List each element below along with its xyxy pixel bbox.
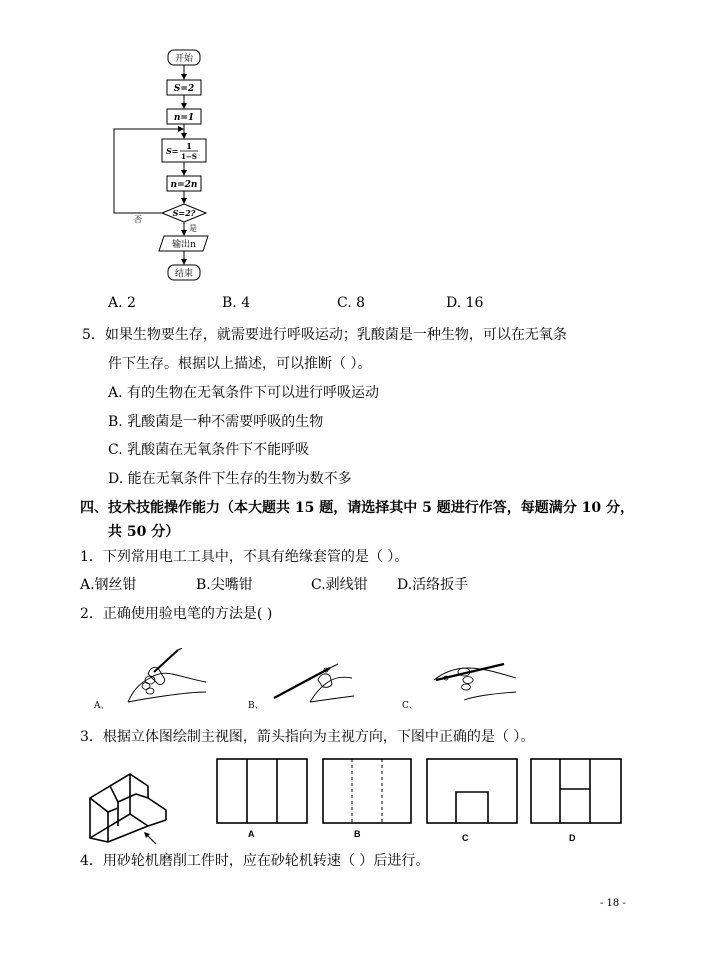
q5-option-a: A. 有的生物在无氧条件下可以进行呼吸运动: [108, 385, 380, 401]
flow-init-n-text: n=1: [173, 113, 195, 123]
q4-option-c: C. 8: [337, 295, 366, 311]
flow-assign-s-num: 1: [186, 141, 192, 151]
flow-assign-s-den: 1−S: [181, 152, 197, 161]
q4-option-a: A. 2: [108, 295, 136, 311]
tester-pen-image-c: [424, 650, 524, 706]
q5-option-b: B. 乳酸菌是一种不需要呼吸的生物: [108, 414, 324, 430]
flow-start-text: 开始: [174, 54, 194, 64]
q4-option-b: B. 4: [222, 295, 251, 311]
tester-pen-image-b: [270, 650, 360, 706]
q4-option-d: D. 16: [446, 295, 484, 311]
tq2-label-a: A、: [94, 701, 110, 711]
page-number: - 18 -: [600, 898, 626, 909]
tq3-stem: 3．根据立体图绘制主视图，箭头指向为主视方向，下图中正确的是（ ）。: [80, 729, 535, 745]
flow-end-text: 结束: [174, 269, 194, 279]
flow-no-label: 否: [134, 215, 142, 224]
tq2-stem: 2．正确使用验电笔的方法是( ): [80, 606, 273, 622]
flow-yes-label: 是: [189, 224, 197, 233]
tq1-option-c: C.剥线钳: [311, 577, 368, 593]
tq2-label-c: C、: [402, 701, 418, 711]
q5-stem-line1: 5．如果生物要生存，就需要进行呼吸运动；乳酸菌是一种生物，可以在无氧条: [82, 327, 567, 343]
front-view-option-a: [216, 758, 308, 824]
front-view-option-b: [322, 758, 412, 824]
q5-stem-line2: 件下生存。根据以上描述，可以推断（ ）。: [108, 356, 372, 372]
view-label-c: C: [462, 833, 469, 843]
flow-decision-text: S=2?: [172, 208, 196, 218]
tq1-stem: 1．下列常用电工工具中，不具有绝缘套管的是（ ）。: [80, 549, 409, 565]
flow-assign-s-left: S=: [166, 146, 179, 156]
q5-option-c: C. 乳酸菌在无氧条件下不能呼吸: [108, 442, 310, 458]
flow-update-n-text: n=2n: [170, 180, 198, 190]
view-label-b: B: [354, 829, 361, 839]
view-label-d: D: [569, 833, 576, 843]
tq1-option-a: A.钢丝钳: [80, 577, 137, 593]
flow-output-text: 输出n: [172, 240, 196, 250]
front-view-option-c: [426, 758, 518, 824]
section4-heading-line2: 共 50 分）: [108, 524, 180, 540]
isometric-solid-drawing: [84, 768, 176, 844]
q5-option-d: D. 能在无氧条件下生存的生物为数不多: [108, 471, 352, 487]
tester-pen-image-a: [120, 648, 210, 706]
section4-heading-line1: 四、技术技能操作能力（本大题共 15 题，请选择其中 5 题进行作答，每题满分 10 分，: [80, 500, 634, 516]
tq4-stem: 4．用砂轮机磨削工件时，应在砂轮机转速（ ）后进行。: [80, 853, 430, 869]
front-view-option-d: [530, 758, 622, 824]
flow-init-s-text: S=2: [173, 84, 195, 94]
view-label-a: A: [248, 829, 255, 839]
tq1-option-d: D.活络扳手: [397, 577, 469, 593]
tq2-label-b: B、: [248, 701, 264, 711]
flowchart: [100, 40, 240, 290]
tq1-option-b: B.尖嘴钳: [196, 577, 253, 593]
